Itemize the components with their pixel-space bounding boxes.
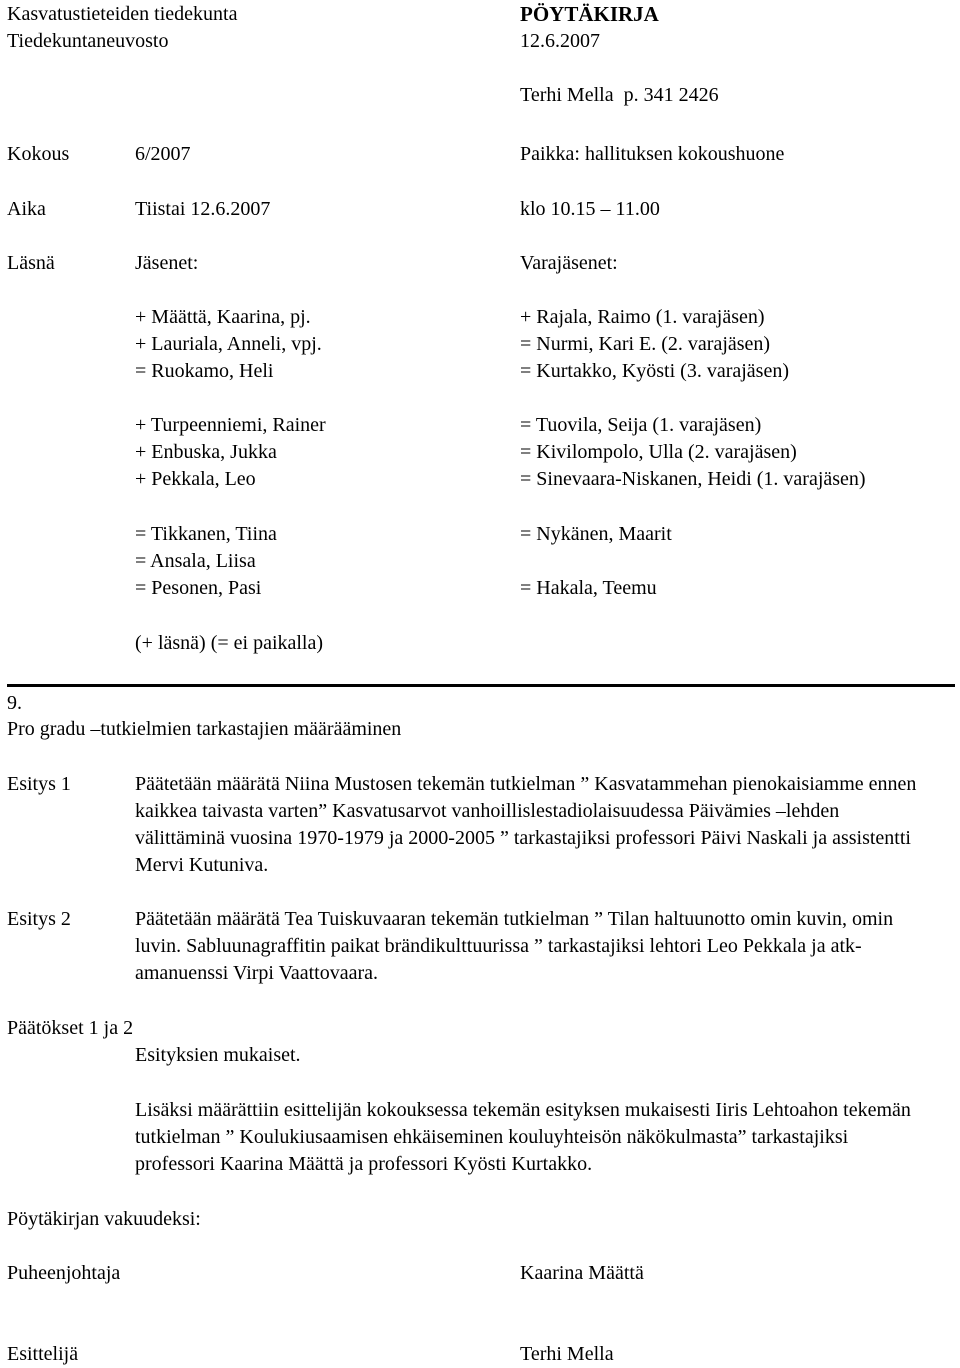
members-heading: Jäsenet: xyxy=(135,252,199,274)
attendance-legend: (+ läsnä) (= ei paikalla) xyxy=(135,632,324,654)
esitys-2-text: Päätetään määrätä Tea Tuiskuvaaran tekemän tutkielman ” Tilan haltuunotto omin kuvin, omin luvin. Sabluunagraffitin paikat brändikulttuurissa ” tarkastajiksi lehtori Leo Pekkala ja atk-amanuenssi Virpi Vaattovaara. xyxy=(135,908,894,984)
contact-person: Terhi Mella p. 341 2426 xyxy=(520,84,719,106)
esitys-1-label: Esitys 1 xyxy=(7,773,71,795)
deputy-item: = Hakala, Teemu xyxy=(520,577,657,599)
member-item: = Ruokamo, Heli xyxy=(135,360,274,382)
section-divider xyxy=(7,684,955,687)
deputy-item: = Nurmi, Kari E. (2. varajäsen) xyxy=(520,333,771,355)
member-item: = Tikkanen, Tiina xyxy=(135,523,277,545)
deputies-heading: Varajäsenet: xyxy=(520,252,618,274)
puheenjohtaja-name: Kaarina Määttä xyxy=(520,1262,644,1284)
meeting-time: klo 10.15 – 11.00 xyxy=(520,198,660,220)
member-item: = Ansala, Liisa xyxy=(135,550,256,572)
deputy-item: = Nykänen, Maarit xyxy=(520,523,672,545)
aika-value: Tiistai 12.6.2007 xyxy=(135,198,271,220)
kokous-value: 6/2007 xyxy=(135,143,191,165)
esittelija-name: Terhi Mella xyxy=(520,1343,614,1365)
member-item: + Turpeenniemi, Rainer xyxy=(135,414,326,436)
deputy-item: = Sinevaara-Niskanen, Heidi (1. varajäsen) xyxy=(520,468,866,490)
aika-label: Aika xyxy=(7,198,46,220)
document-date: 12.6.2007 xyxy=(520,30,600,52)
esittelija-label: Esittelijä xyxy=(7,1343,79,1365)
member-item: + Määttä, Kaarina, pj. xyxy=(135,306,311,328)
member-item: + Lauriala, Anneli, vpj. xyxy=(135,333,322,355)
member-item: + Enbuska, Jukka xyxy=(135,441,277,463)
deputy-item: + Rajala, Raimo (1. varajäsen) xyxy=(520,306,765,328)
council-name: Tiedekuntaneuvosto xyxy=(7,30,169,52)
paatokset-label: Päätökset 1 ja 2 xyxy=(7,1017,134,1039)
vakuudeksi-label: Pöytäkirjan vakuudeksi: xyxy=(7,1208,201,1230)
item-number: 9. xyxy=(7,692,22,714)
meeting-place: Paikka: hallituksen kokoushuone xyxy=(520,143,785,165)
esitys-1-text: Päätetään määrätä Niina Mustosen tekemän tutkielman ” Kasvatammehan pienokaisiamme ennen kaikkea taivasta varten” Kasvatusarvot vanhoillislestadiolaisuudessa Päivämies –lehden välittäminä vuosina 1970-1979 ja 2000-2005 ” tarkastajiksi professori Päivi Naskali ja assistentti Mervi Kutuniva. xyxy=(135,773,917,876)
member-item: = Pesonen, Pasi xyxy=(135,577,262,599)
lasna-label: Läsnä xyxy=(7,252,55,274)
deputy-item: = Kurtakko, Kyösti (3. varajäsen) xyxy=(520,360,789,382)
faculty-name: Kasvatustieteiden tiedekunta xyxy=(7,3,238,25)
lisaksi-text: Lisäksi määrättiin esittelijän kokouksessa tekemän esityksen mukaisesti Iiris Lehtoahon tekemän tutkielman ” Koulukiusaamisen ehkäiseminen kouluyhteisön näkökulmasta” tarkastajiksi professori Kaarina Määttä ja professori Kyösti Kurtakko. xyxy=(135,1099,911,1175)
member-item: + Pekkala, Leo xyxy=(135,468,256,490)
paatokset-text: Esityksien mukaiset. xyxy=(135,1044,301,1066)
document-type: PÖYTÄKIRJA xyxy=(520,2,659,26)
deputy-item: = Kivilompolo, Ulla (2. varajäsen) xyxy=(520,441,797,463)
kokous-label: Kokous xyxy=(7,143,70,165)
deputy-item: = Tuovila, Seija (1. varajäsen) xyxy=(520,414,762,436)
esitys-2-label: Esitys 2 xyxy=(7,908,71,930)
puheenjohtaja-label: Puheenjohtaja xyxy=(7,1262,121,1284)
item-title: Pro gradu –tutkielmien tarkastajien määrääminen xyxy=(7,718,402,740)
